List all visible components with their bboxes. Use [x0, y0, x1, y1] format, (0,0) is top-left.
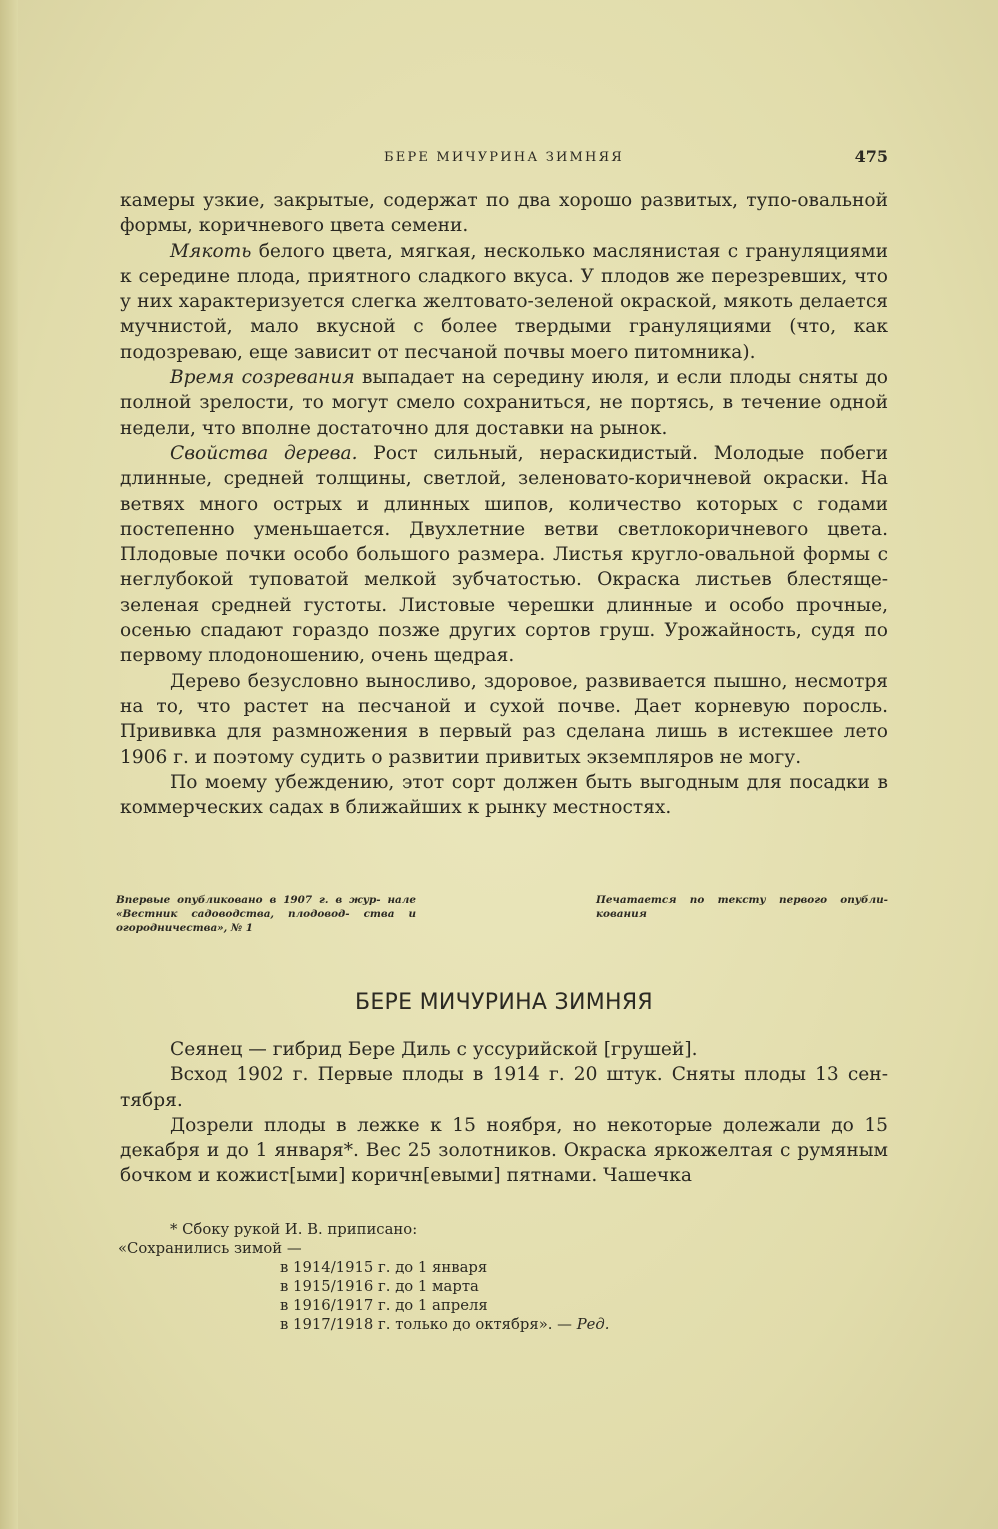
paragraph-5: Дерево безусловно выносливо, здоровое, развивается пышно, несмотря на то, что растет на песчаной и сухой почве. Дает корневую поросль. Прививка для размножения в первый раз сделана лишь в истекшее лето 1906 г. и поэтому судить о развитии привитых экземпляров не могу. — [120, 670, 888, 768]
first-published-line-3: ства и огородничества», № 1 — [116, 908, 416, 934]
footnote-list — [118, 1258, 818, 1334]
footnote-line-2: «Сохранились зимой — — [118, 1240, 302, 1257]
editor-mark: Ред. — [576, 1316, 610, 1333]
publication-notes — [116, 893, 888, 943]
paragraph-4 — [120, 441, 888, 669]
footnote-item: в 1916/1917 г. до 1 апреля — [280, 1297, 488, 1314]
first-published-line-2: нале «Вестник садоводства, плодовод- — [116, 894, 417, 920]
paragraph-1: камеры узкие, закрытые, содержат по два хорошо развитых, тупо-овальной формы, коричневого цвета семени. — [120, 190, 888, 237]
paragraph-3 — [120, 365, 888, 441]
footnote-item-last — [280, 1315, 818, 1334]
page-number: 475 — [854, 147, 888, 166]
section-paragraph-2: Всход 1902 г. Первые плоды в 1914 г. 20 штук. Сняты плоды 13 сентября. — [120, 1064, 888, 1111]
first-published-line-1: Впервые опубликовано в 1907 г. в жур- — [116, 894, 381, 906]
paragraph-4-text: Рост сильный, нераскидистый. Молодые побеги длинные, средней толщины, светлой, зеленовато-коричневой окраски. На ветвях много острых и длинных шипов, количество которых с годами постепенно уменьшается. Двухлетние ветви светлокоричневого цвета. Плодовые почки особо большого размера. Листья кругло-овальной формы с неглубокой туповатой мелкой зубчатостью. Окраска листьев блестяще-зеленая средней густоты. Листовые черешки длинные и особо прочные, осенью спадают гораздо позже других сортов груш. Урожайность, судя по первому плодоношению, очень щедрая. — [120, 442, 888, 667]
paragraph-3-term: Время созревания — [170, 367, 355, 389]
section-title: БЕРЕ МИЧУРИНА ЗИМНЯЯ — [354, 990, 654, 1015]
section-text — [120, 1037, 888, 1189]
section-paragraph-1: Сеянец — гибрид Бере Диль с уссурийской [грушей]. — [170, 1039, 698, 1060]
footnote-item: в 1915/1916 г. до 1 марта — [280, 1278, 479, 1295]
paragraph-6: По моему убеждению, этот сорт должен быть выгодным для посадки в коммерческих садах в ближайших к рынку местностях. — [120, 771, 888, 819]
footnote — [118, 1220, 818, 1334]
first-published-note — [116, 893, 416, 935]
footnote-item-text: в 1917/1918 г. только до октября». — — [280, 1316, 577, 1333]
paragraph-2-term: Мякоть — [170, 240, 252, 262]
main-text — [120, 188, 888, 820]
paragraph-4-term: Свойства дерева. — [170, 442, 358, 464]
footnote-item: в 1914/1915 г. до 1 января — [280, 1259, 488, 1276]
section-paragraph-3: Дозрели плоды в лежке к 15 ноября, но некоторые долежали до 15 декабря и до 1 января*. Вес 25 золотников. Окраска яркожелтая с румяным бочком и кожист[ыми] коричн[евыми] пятнами. Чашечка — [120, 1114, 888, 1187]
paragraph-2-text: белого цвета, мягкая, несколько маслянистая с грануляциями к середине плода, приятного сладкого вкуса. У плодов же перезревших, что у них характеризуется слегка желтовато-зеленой окраской, мякоть делается мучнистой, мало вкусной с более твердыми грануляциями (что, как подозреваю, еще зависит от песчаной почвы моего питомника). — [120, 240, 888, 363]
printed-from-note: Печатается по тексту первого опубликования — [596, 894, 888, 920]
running-title: БЕРЕ МИЧУРИНА ЗИМНЯЯ — [384, 150, 624, 165]
footnote-line-1: * Сбоку рукой И. В. приписано: — [170, 1221, 418, 1238]
paragraph-3-text: выпадает на середину июля, и если плоды сняты до полной зрелости, то могут смело сохраниться, не портясь, в течение одной недели, что вполне достаточно для доставки на рынок. — [120, 367, 888, 439]
paragraph-2 — [120, 239, 888, 365]
running-head — [120, 147, 888, 169]
page-spine-shadow — [0, 0, 18, 1529]
